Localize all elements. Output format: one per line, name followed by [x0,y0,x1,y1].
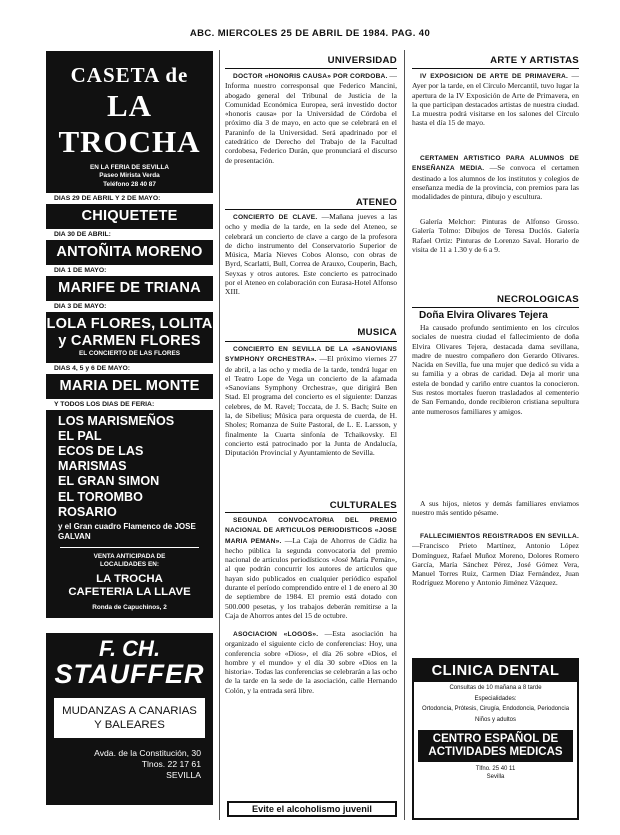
section-culturales-heading: CULTURALES [329,500,397,511]
ad-artist-2: ANTOÑITA MORENO [56,244,203,261]
stauffer-address-3: SEVILLA [166,770,201,780]
article-body: —Ayer por la tarde, en el Círculo Mercantil, tuvo lugar la apertura de la IV Exposición de Arte de Primavera, en la que participan destacados artistas de nuestra ciudad. La muestra podrá visitarse en los salones del Círculo hasta el día 15 de mayo. [412,71,579,128]
stauffer-box [54,698,205,738]
arte-article-2 [412,153,579,213]
necrologica-condolences: A sus hijos, nietos y demás familiares enviamos nuestro más sentido pésame. [412,499,579,518]
article-body: —Informa nuestro corresponsal que Federico Mancini, abogado general del Tribunal de Justicia de la Comunidad Económica Europea, será investido doctor «honoris causa» por la Universidad de Córdoba el próximo día 3 de mayo, en acto que se celebrará en el Paraninfo de la Universidad. Será apadrinado por el catedrático de Derecho del Trabajo de la Facultad cordobesa, Federico Durán, que pronunciará el discurso de presentación. [225,71,397,165]
ad-artist-4c: EL CONCIERTO DE LAS FLORES [79,350,180,358]
stauffer-address-2: Tlnos. 22 17 61 [141,759,201,769]
stauffer-advertisement [46,633,213,805]
ad-date-3: DIA 1 DE MAYO: [46,265,213,276]
ad-divider [60,547,199,548]
asociacion-article [225,629,397,794]
culturales-article [225,515,397,625]
article-lead: FALLECIMIENTOS REGISTRADOS EN SEVILLA. [420,533,579,540]
ad-venta-1: VENTA ANTICIPADA DE [93,553,166,561]
stauffer-line-1: F. CH. [98,636,161,661]
arte-article-1 [412,71,579,149]
section-necrologicas-heading: NECROLOGICAS [497,294,579,305]
stauffer-address-1: Avda. de la Constitución, 30 [94,748,201,758]
ad-trocha-title: LA TROCHA [58,88,201,159]
stauffer-line-2: STAUFFER [54,659,205,689]
clinica-title: CLINICA DENTAL [414,660,577,682]
ad-caseta-title: CASETA de [70,63,189,87]
section-universidad-heading: UNIVERSIDAD [327,55,397,66]
section-rule [412,307,579,308]
la-trocha-advertisement [46,51,213,618]
section-ateneo-heading: ATENEO [355,197,397,208]
alcoholismo-notice: Evite el alcoholismo juvenil [227,801,397,817]
section-rule [225,68,397,69]
article-body: —Mañana jueves a las ocho y media de la tarde, en la sede del Ateneo, se celebrará un concierto de clave a cargo de la profesora de dicho instrumento del Conservatorio Superior de Música, María Nieves Cobos Alonso, con obras de Byrd, Scarlatti, Bull, Correa de Arauxo, Couperin, Bach, Seyxas y otros autores. Este concierto es patrocinado por el Ateneo en colaboración con Eurasa-Hotel Alfonso XIII. [225,212,397,297]
ad-list-item: EL PAL [58,428,102,443]
article-lead: SEGUNDA CONVOCATORIA DEL PREMIO NACIONAL DE ARTICULOS PERIODISTICOS «JOSE MARIA PEMAN». [225,517,397,545]
ad-artist-3: MARIFE DE TRIANA [58,280,201,297]
ad-ronda: Ronda de Capuchinos, 2 [92,603,167,611]
ad-list-item: EL TOROMBO [58,489,143,504]
ad-artist-4a: LOLA FLORES, LOLITA [46,316,213,333]
article-body: —El próximo viernes 27 de abril, a las ocho y media de la tarde, tendrá lugar en el Teatro Lope de Vega un concierto de la afamada «Sanovians Symphony Orchestra», que dirigirá Ben Stad. El programa del concierto es el siguiente: Danzas celebres, de M. Ravel; Toccata, de J. S. Bach; Suite en la, de Sibelius; Música para orquesta de cuerda, de H. Sholes; Romanza de Suite Pastoral, de L. E. Larsson, y finalmente la Cuarta sinfonía de Tchaikovsky. El concierto está patrocinado por la Junta de Andalucía, Diputación Provincial y Ayuntamiento de Sevilla. [225,354,397,458]
clinica-centro-line-1: CENTRO ESPAÑOL DE [432,733,559,746]
necrologica-article: Ha causado profundo sentimiento en los círculos sociales de nuestra ciudad el fallecimiento de doña Elvira Olivares Tejera, destacada dama sevillana, madre de nuestro compañero don Gerardo Olivares. Nacida en Sevilla, fue una mujer que dedicó su vida a su familia y a obras de caridad. Deja al morir una estela de bondad y cariño entre cuantos la conocieron. Sus restos mortales fueron trasladados al cementerio de San Fernando, donde recibieron cristiana sepultura ante numerosos familiares y amigos. [412,323,579,416]
ad-cafe-1: LA TROCHA [96,572,163,585]
ad-telefono-line: Teléfono 28 40 87 [103,180,156,188]
article-lead: ASOCIACION «LOGOS». [233,631,319,638]
article-lead: DOCTOR «HONORIS CAUSA» POR CORDOBA. [233,73,388,80]
article-lead: CERTAMEN ARTISTICO PARA ALUMNOS DE ENSEÑANZA MEDIA. [412,155,579,173]
clinica-centro-line-2: ACTIVIDADES MEDICAS [428,746,563,759]
stauffer-box-line-2: Y BALEARES [94,719,165,731]
article-body: —Esta asociación ha organizado el siguiente ciclo de conferencias: Hoy, una conferencia sobre «Dios», el día 26 sobre «Dios, el hombre y el mundo» y el día 30 sobre «Dios en la historia». Todas las conferencias se celebrarán a las ocho de la tarde en la sede de la asociación, calle Hernando Colón, y la entrada será libre. [225,629,397,695]
universidad-article [225,71,397,191]
clinica-dental-advertisement [412,658,579,820]
ad-artist-4b: y CARMEN FLORES [58,333,201,350]
necrologica-title: Doña Elvira Olivares Tejera [419,310,548,321]
clinica-centro-box [418,730,573,762]
ad-date-2: DIA 30 DE ABRIL: [46,229,213,240]
section-rule [225,512,397,513]
ad-date-5: DIAS 4, 5 y 6 DE MAYO: [46,363,213,374]
ateneo-article [225,212,397,322]
section-musica-heading: MUSICA [357,327,397,338]
musica-article [225,344,397,494]
article-body: —La Caja de Ahorros de Cádiz ha hecho pública la segunda convocatoria del premio nacional de artículos periodísticos «José María Pemán», al que podrán concurrir los autores de artículos que hayan sido publicados en cualquier periódico español durante el período comprendido entre el 1 de enero al 30 de septiembre de 1984. El premio está dotado con 500.000 pesetas, y los trabajos deberán remitirse a la Caja de Ahorros antes del 15 de octubre. [225,535,397,620]
ad-date-6: Y TODOS LOS DIAS DE FERIA: [46,399,213,410]
ad-artist-1: CHIQUETETE [81,208,178,225]
fallecimientos-article [412,531,579,636]
section-rule [225,209,397,210]
clinica-phone: Tlfno. 25 40 11 [475,766,516,773]
article-lead: CONCIERTO EN SEVILLA DE LA «SANOVIANS SYMPHONY ORCHESTRA». [225,346,397,364]
ad-feria-line: EN LA FERIA DE SEVILLA [89,164,170,171]
article-body: —Francisco Prieto Martínez, Antonio López Domínguez, Rafael Muñoz Moreno, Dolores Romero García, María Sánchez Pérez, José Gómez Vera, Manuel Torres Ruiz, Carmen Díaz Fernández, Juan Rodríguez Moreno y Antonio Jiménez Vázquez. [412,541,579,588]
article-lead: IV EXPOSICION DE ARTE DE PRIMAVERA. [420,73,569,80]
ad-venta-2: LOCALIDADES EN: [100,561,159,569]
clinica-specialties: Ortodoncia, Prótesis, Cirugía, Endodoncia, Periodoncia [421,706,570,713]
ad-cuadro-flamenco: y el Gran cuadro Flamenco de JOSE GALVAN [58,522,196,542]
ad-paseo-line: Paseo Mirista Verda [99,172,160,180]
article-lead: CONCIERTO DE CLAVE. [233,214,318,221]
ad-date-1: DIAS 29 DE ABRIL Y 2 DE MAYO: [46,193,213,204]
section-rule [412,68,579,69]
clinica-city: Sevilla [486,773,505,780]
arte-article-3: Galería Melchor: Pinturas de Alfonso Grosso. Galería Tolmo: Dibujos de Teresa Duclós. Galería Rafael Ortiz: Pinturas de Lorenzo Saval. Horario de visita de 11 a 1.30 y de 6 a 9. [412,217,579,254]
column-separator [219,50,220,820]
section-arte-heading: ARTE Y ARTISTAS [490,55,579,66]
clinica-hours: Consultas de 10 mañana a 8 tarde [449,685,542,691]
ad-list-item: EL GRAN SIMON [58,474,160,489]
ad-date-4: DIA 3 DE MAYO: [46,301,213,312]
clinica-patients: Niños y adultos [474,716,517,723]
ad-list-item: ROSARIO [58,504,117,519]
stauffer-box-line-1: MUDANZAS A CANARIAS [62,705,197,717]
ad-list-item: ECOS DE LAS MARISMAS [58,444,144,474]
ad-list-item: LOS MARISMEÑOS [58,413,175,428]
ad-artist-5: MARIA DEL MONTE [59,377,200,394]
column-separator [404,50,405,820]
section-rule [225,341,397,342]
clinica-specialties-label: Especialidades: [474,695,517,702]
ad-cafe-2: CAFETERIA LA LLAVE [68,585,191,598]
article-body: —Se convoca el certamen destinado a los alumnos de los institutos y colegios de enseñanza media de la provincia, con premios para las modalidades de pintura, dibujo y escultura. [412,163,579,202]
page-header: ABC. MIERCOLES 25 DE ABRIL DE 1984. PAG. 40 [189,28,431,39]
